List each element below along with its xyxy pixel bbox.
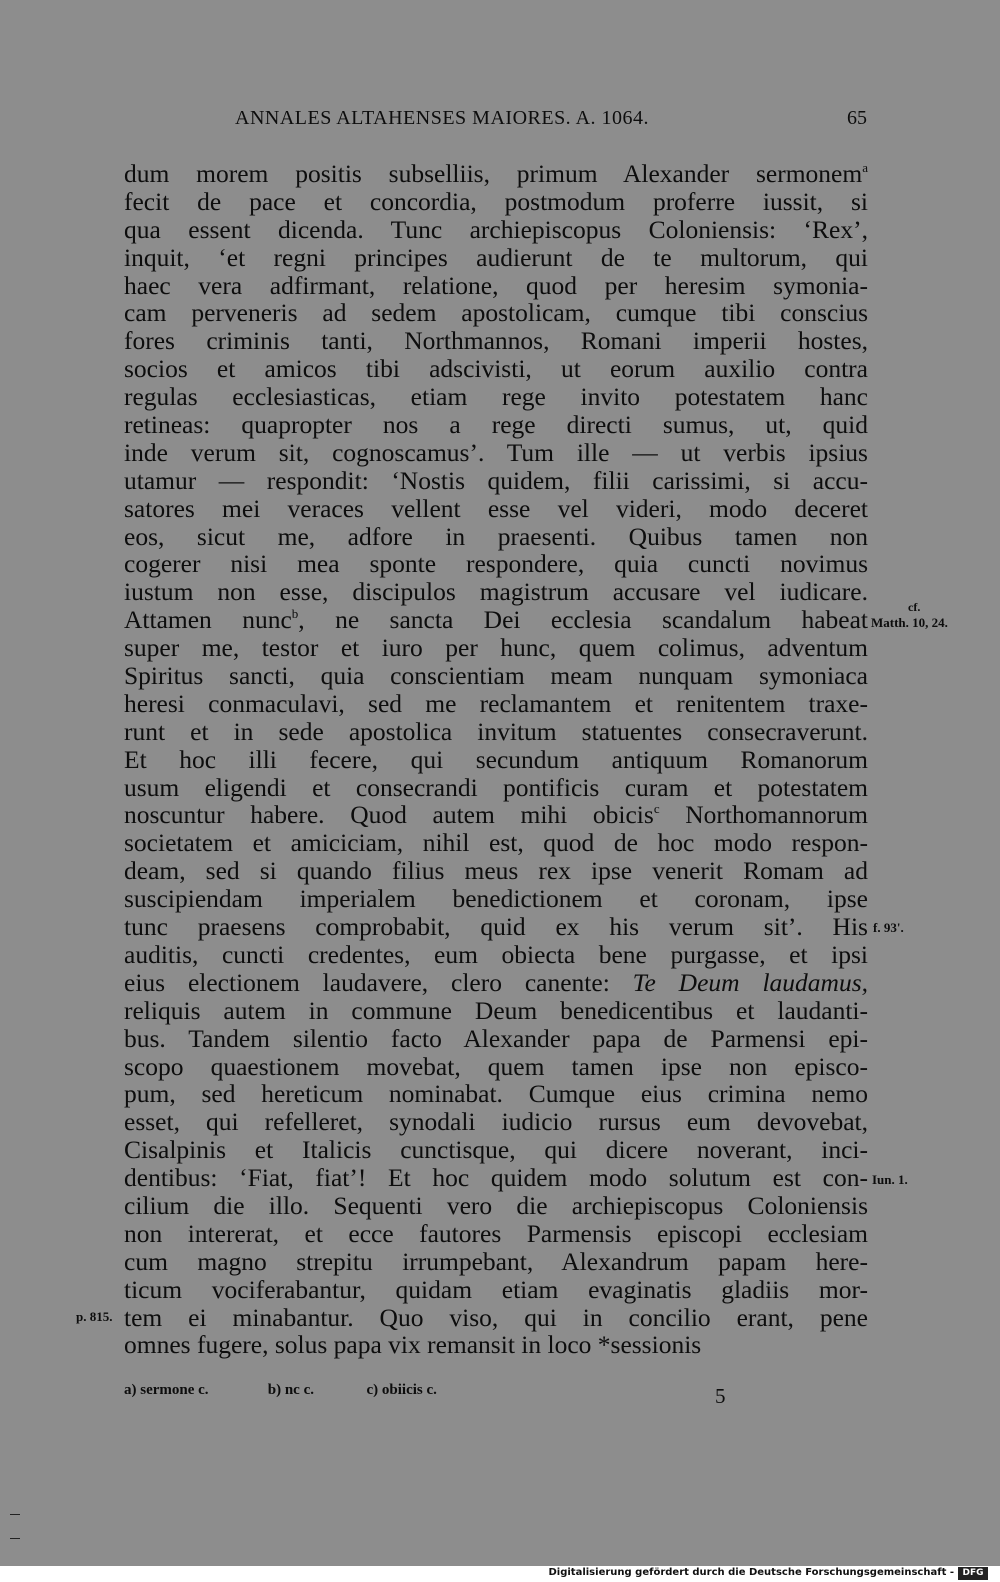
text-segment: Northomannorum [659, 800, 868, 830]
text-line [124, 774, 868, 802]
text-segment: regulas ecclesiasticas, etiam rege invito potestatem hanc [124, 382, 868, 412]
text-line [124, 1053, 868, 1081]
text-line [124, 188, 868, 216]
footnote-b: b) nc c. [267, 1382, 314, 1398]
text-line [124, 272, 868, 300]
text-segment: utamur — respondit: ‘Nostis quidem, filii carissimi, si accu- [124, 465, 868, 495]
text-segment: deam, sed si quando filius meus rex ipse venerit Romam ad [124, 856, 868, 886]
text-line [124, 718, 868, 746]
text-segment: auditis, cuncti credentes, eum obiecta bene purgasse, et ipsi [124, 939, 868, 969]
text-line [124, 606, 868, 634]
text-segment: retineas: quapropter nos a rege directi sumus, ut, quid [124, 410, 868, 440]
footnotes [124, 1382, 624, 1399]
running-header [235, 103, 867, 135]
text-segment: fores criminis tanti, Northmannos, Romani imperii hostes, [124, 326, 868, 356]
text-segment: Attamen nunc [124, 605, 292, 635]
footnote-a: a) sermone c. [124, 1382, 209, 1398]
footer-credit: Digitalisierung gefördert durch die Deutsche Forschungsgemeinschaft - [548, 1567, 954, 1578]
text-segment: tunc praesens comprobabit, quid ex his verum sit’. His [124, 912, 868, 942]
text-line [124, 1164, 868, 1192]
text-segment: iustum non esse, discipulos magistrum accusare vel iudicare. [124, 577, 868, 607]
text-segment: Cisalpinis et Italicis cunctisque, qui dicere noverant, inci- [124, 1135, 868, 1165]
text-line [124, 299, 868, 327]
text-segment: cogerer nisi mea sponte respondere, quia cuncti novimus [124, 549, 868, 579]
italic-segment: Te Deum laudamus, [632, 967, 868, 997]
text-segment: cum magno strepitu irrumpebant, Alexandrum papam here- [124, 1246, 868, 1276]
text-line [124, 1220, 868, 1248]
footer-bar [0, 1566, 1000, 1582]
text-line [124, 801, 868, 829]
edge-mark [10, 1538, 20, 1539]
text-line [124, 1108, 868, 1136]
text-segment: satores mei veraces vellent esse vel videri, modo deceret [124, 493, 868, 523]
text-segment: qua essent dicenda. Tunc archiepiscopus Coloniensis: ‘Rex’, [124, 214, 868, 244]
text-segment: fecit de pace et concordia, postmodum proferre iussit, si [124, 186, 868, 216]
text-line [124, 550, 868, 578]
text-segment: runt et in sede apostolica invitum statuentes consecraverunt. [124, 716, 868, 746]
text-segment: inde verum sit, cognoscamus’. Tum ille — ut verbis ipsius [124, 437, 868, 467]
text-line [124, 690, 868, 718]
margin-note-page: p. 815. [76, 1309, 113, 1324]
text-line [124, 1025, 868, 1053]
text-line [124, 1192, 868, 1220]
text-segment: Spiritus sancti, quia conscientiam meam nunquam symoniaca [124, 661, 868, 691]
text-segment: bus. Tandem silentio facto Alexander papa de Parmensi epi- [124, 1023, 868, 1053]
text-segment: Et hoc illi fecere, qui secundum antiquum Romanorum [124, 744, 868, 774]
text-segment: non intererat, et ecce fautores Parmensis episcopi ecclesiam [124, 1218, 868, 1248]
text-line [124, 913, 868, 941]
text-line [124, 857, 868, 885]
text-segment: suscipiendam imperialem benedictionem et coronam, ipse [124, 884, 868, 914]
running-title: ANNALES ALTAHENSES MAIORES. A. 1064. [235, 107, 650, 129]
text-segment: tem ei minabantur. Quo viso, qui in concilio erant, pene [124, 1302, 868, 1332]
text-segment: omnes fugere, solus papa vix remansit in loco *sessionis [124, 1330, 702, 1360]
body-text [124, 160, 868, 1359]
text-line [124, 244, 868, 272]
text-line [124, 1248, 868, 1276]
text-segment: societatem et amiciciam, nihil est, quod de hoc modo respon- [124, 828, 868, 858]
text-line [124, 746, 868, 774]
text-line [124, 411, 868, 439]
text-segment: noscuntur habere. Quod autem mihi obicis [124, 800, 654, 830]
footnote-c: c) obiicis c. [366, 1382, 437, 1398]
text-segment: scopo quaestionem movebat, quem tamen ipse non episco- [124, 1051, 868, 1081]
text-line [124, 1331, 868, 1359]
text-segment: dentibus: ‘Fiat, fiat’! Et hoc quidem modo solutum est con- [124, 1163, 868, 1193]
text-line [124, 941, 868, 969]
text-segment: inquit, ‘et regni principes audierunt de te multorum, qui [124, 242, 868, 272]
text-segment: dum morem positis subselliis, primum Alexander sermonem [124, 159, 863, 188]
text-segment: heresi conmaculavi, sed me reclamantem et renitentem traxe- [124, 688, 868, 718]
dfg-logo: DFG [958, 1567, 988, 1580]
text-segment: reliquis autem in commune Deum benedicentibus et laudanti- [124, 995, 868, 1025]
text-segment: super me, testor et iuro per hunc, quem colimus, adventum [124, 633, 868, 663]
text-segment: cam perveneris ad sedem apostolicam, cumque tibi conscius [124, 298, 868, 328]
text-line [124, 467, 868, 495]
margin-note-matthew: Matth. 10, 24. [871, 615, 948, 630]
text-line [124, 216, 868, 244]
edge-mark [10, 1514, 20, 1515]
text-line [124, 829, 868, 857]
text-line [124, 495, 868, 523]
text-line [124, 578, 868, 606]
text-line [124, 439, 868, 467]
margin-note-date: Iun. 1. [872, 1172, 908, 1187]
text-segment: eos, sicut me, adfore in praesenti. Quibus tamen non [124, 521, 868, 551]
footnote-marker: a [862, 160, 868, 175]
text-line [124, 160, 868, 188]
margin-note-folio: f. 93'. [873, 920, 904, 935]
text-segment: haec vera adfirmant, relatione, quod per heresim symonia- [124, 270, 868, 300]
text-segment: pum, sed hereticum nominabat. Cumque eius crimina nemo [124, 1079, 868, 1109]
text-line [124, 1136, 868, 1164]
footnote-marker: c [653, 801, 660, 817]
text-line [124, 383, 868, 411]
text-line [124, 997, 868, 1025]
text-line [124, 1276, 868, 1304]
text-line [124, 355, 868, 383]
footnote-marker: b [291, 606, 299, 622]
text-line [124, 327, 868, 355]
text-line [124, 1080, 868, 1108]
text-segment: eius electionem laudavere, clero canente: [124, 967, 633, 997]
text-segment: esset, qui refelleret, synodali iudicio rursus eum devovebat, [124, 1107, 868, 1137]
text-segment: usum eligendi et consecrandi pontificis curam et potestatem [124, 772, 868, 802]
text-segment: , ne sancta Dei ecclesia scandalum habeat [298, 605, 869, 635]
text-line [124, 662, 868, 690]
margin-note-cf: cf. [908, 600, 921, 614]
signature-mark: 5 [715, 1384, 726, 1408]
text-segment: cilium die illo. Sequenti vero die archiepiscopus Coloniensis [124, 1190, 868, 1220]
text-line [124, 523, 868, 551]
text-line [124, 969, 868, 997]
text-line [124, 1304, 868, 1332]
page-number: 65 [847, 107, 867, 129]
text-line [124, 634, 868, 662]
text-segment: ticum vociferabantur, quidam etiam evaginatis gladiis mor- [124, 1274, 868, 1304]
text-line [124, 885, 868, 913]
text-segment: socios et amicos tibi adscivisti, ut eorum auxilio contra [124, 354, 868, 384]
